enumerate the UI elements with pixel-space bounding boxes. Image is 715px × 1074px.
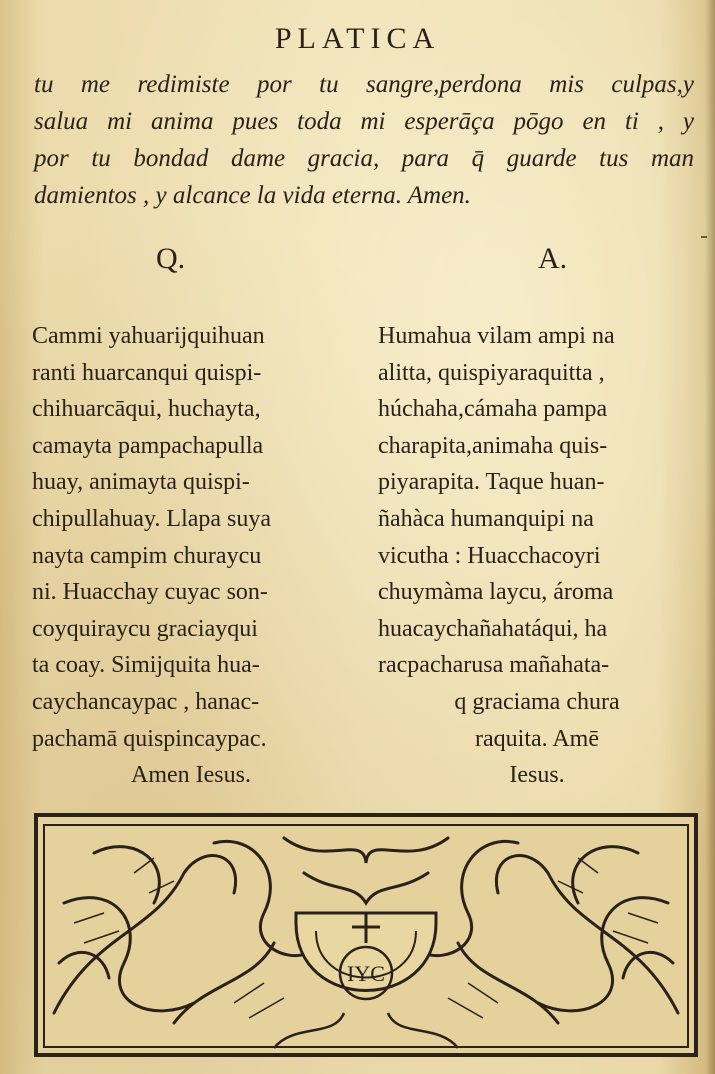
left-column	[32, 318, 350, 794]
right-line: vicutha : Huacchacoyri	[378, 542, 601, 569]
prose-line: damientos , y alcance la vida eterna. Amen.	[34, 182, 471, 209]
left-line: pachamā quispincaypac.	[32, 725, 267, 752]
left-line: Cammi yahuarijquihuan	[32, 323, 265, 349]
left-line: chipullahuay. Llapa suya	[32, 505, 272, 532]
right-line: charapita,animaha quis-	[378, 432, 608, 459]
right-line: ñahàca humanquipi na	[378, 505, 594, 532]
right-column	[378, 318, 696, 794]
left-line: chihuarcāqui, huchayta,	[32, 396, 261, 423]
left-line: ranti huarcanqui quispi-	[32, 359, 262, 386]
left-line: ta coay. Simijquita hua-	[32, 652, 260, 679]
right-line: piyarapita. Taque huan-	[378, 469, 605, 496]
right-line: húchaha,cámaha pampa	[378, 396, 608, 423]
left-line: camayta pampachapulla	[32, 432, 264, 459]
ornamental-woodcut-icon	[34, 813, 698, 1057]
woodcut-monogram: IYC	[347, 961, 385, 986]
left-column-heading: Q.	[156, 242, 186, 275]
running-head: PLATICA	[274, 22, 441, 55]
right-line: alitta, quispiyaraquitta ,	[378, 359, 605, 386]
prose-line: por tu bondad dame gracia, para q̄ guarde tus man	[34, 145, 694, 172]
margin-mark	[701, 236, 707, 238]
page-edge-shadow	[705, 0, 715, 1074]
left-line: caychancaypac , hanac-	[32, 688, 260, 715]
left-line: nayta campim churaycu	[32, 542, 262, 569]
right-closing-line: Iesus.	[509, 762, 565, 789]
left-line: ni. Huacchay cuyac son-	[32, 579, 268, 606]
left-line: coyquiraycu graciayqui	[32, 615, 258, 642]
right-line: huacaychañahatáqui, ha	[378, 615, 608, 642]
right-line: racpacharusa mañahata-	[378, 652, 610, 679]
left-closing: Amen Iesus.	[131, 762, 251, 789]
right-closing-line: q graciama chura	[454, 688, 620, 715]
prose-line: tu me redimiste por tu sangre,perdona mis culpas,y	[34, 71, 694, 98]
prose-line: salua mi anima pues toda mi esperāça pōgo en ti , y	[34, 108, 694, 135]
woodcut-svg	[34, 813, 698, 1057]
prose-paragraph	[34, 66, 694, 214]
left-line: huay, animayta quispi-	[32, 469, 250, 496]
right-column-heading: A.	[538, 242, 568, 275]
right-line: Humahua vilam ampi na	[378, 323, 615, 349]
right-line: chuymàma laycu, ároma	[378, 579, 614, 606]
right-closing-line: raquita. Amē	[475, 725, 599, 752]
